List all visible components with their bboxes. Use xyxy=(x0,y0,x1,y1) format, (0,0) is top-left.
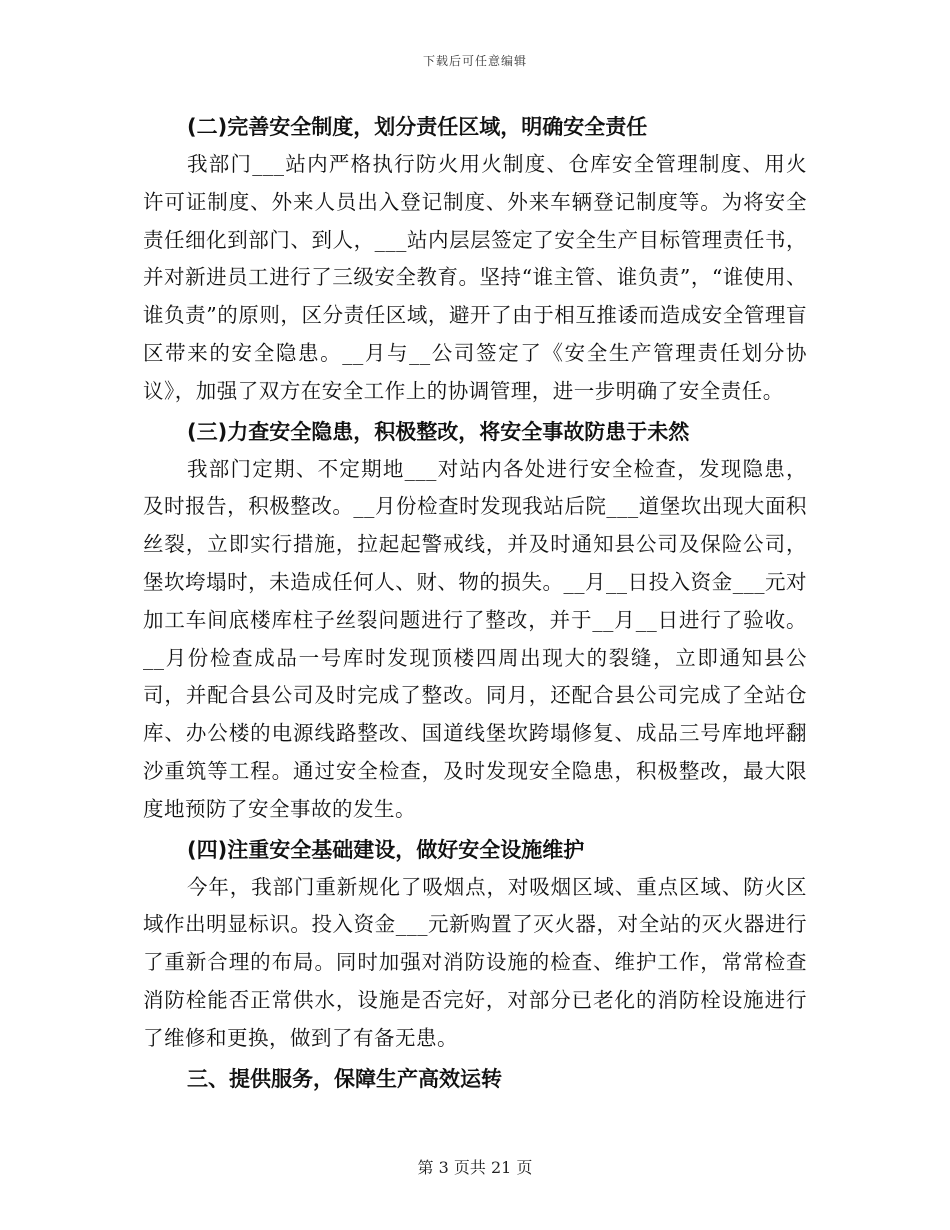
section-paragraph-4: 今年，我部门重新规化了吸烟点，对吸烟区域、重点区域、防火区域作出明显标识。投入资金___元新购置了灭火器，对全站的灭火器进行了重新合理的布局。同时加强对消防设施的检查、维护工作，常常检查消防栓能否正常供水，设施是否完好，对部分已老化的消防栓设施进行了维修和更换，做到了有备无患。 xyxy=(143,874,807,1050)
chapter-heading-3: 三、提供服务，保障生产高效运转 xyxy=(187,1066,502,1091)
section-heading-4: (四)注重安全基础建设，做好安全设施维护 xyxy=(187,837,585,862)
document-body xyxy=(143,108,807,1098)
section-paragraph-3: 我部门定期、不定期地___对站内各处进行安全检查，发现隐患，及时报告，积极整改。__月份检查时发现我站后院___道堡坎出现大面积丝裂，立即实行措施，拉起起警戒线，并及时通知县公司及保险公司，堡坎垮塌时，未造成任何人、财、物的损失。__月__日投入资金___元对加工车间底楼库柱子丝裂问题进行了整改，并于__月__日进行了验收。__月份检查成品一号库时发现顶楼四周出现大的裂缝，立即通知县公司，并配合县公司及时完成了整改。同月，还配合县公司完成了全站仓库、办公楼的电源线路整改、国道线堡坎跨塌修复、成品三号库地坪翻沙重筑等工程。通过安全检查，及时发现安全隐患，积极整改，最大限度地预防了安全事故的发生。 xyxy=(143,456,807,821)
page-header: 下载后可任意编辑 xyxy=(422,54,527,68)
section-paragraph-2: 我部门___站内严格执行防火用火制度、仓库安全管理制度、用火许可证制度、外来人员出入登记制度、外来车辆登记制度等。为将安全责任细化到部门、到人，___站内层层签定了安全生产目标管理责任书，并对新进员工进行了三级安全教育。坚持“谁主管、谁负责”，“谁使用、谁负责”的原则，区分责任区域，避开了由于相互推诿而造成安全管理盲区带来的安全隐患。__月与__公司签定了《安全生产管理责任划分协议》，加强了双方在安全工作上的协调管理，进一步明确了安全责任。 xyxy=(143,152,807,403)
section-heading-2: (二)完善安全制度，划分责任区域，明确安全责任 xyxy=(187,115,648,139)
page-footer: 第 3 页共 21 页 xyxy=(417,1158,533,1177)
section-heading-3: (三)力查安全隐患，积极整改，将安全事故防患于未然 xyxy=(187,419,690,444)
